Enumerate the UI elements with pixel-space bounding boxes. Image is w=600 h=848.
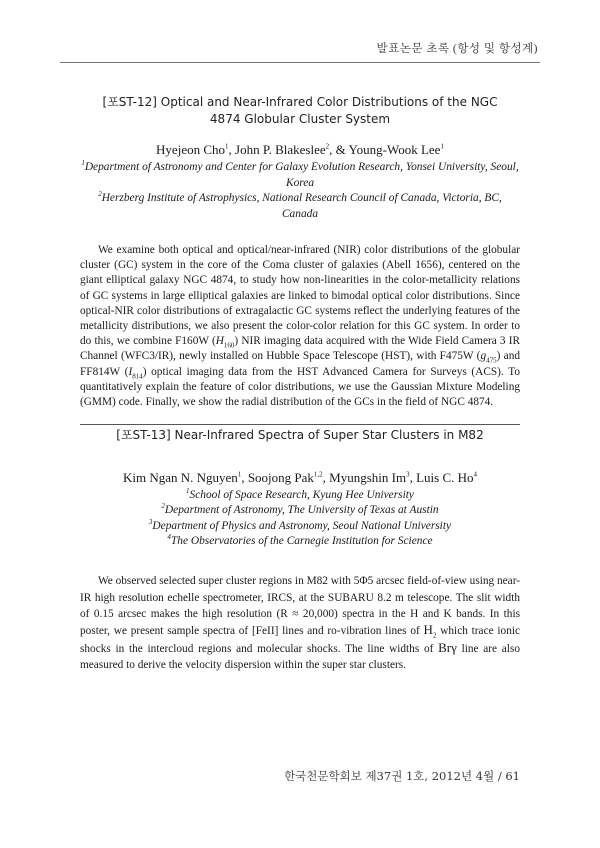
body-part: ) NIR imaging data acquired with the Wide Field Camera 3 IR Channel (WFC3/IR), newly installed on Hubble Space Telescope (HST), with F475W ( <box>80 335 521 363</box>
affiliation-text: Department of Astronomy, The University of Texas at Austin <box>164 504 439 517</box>
author-sep: , <box>322 470 330 485</box>
affiliation-text: The Observatories of the Carnegie Institution for Science <box>170 534 433 547</box>
body-part: line are also measured to derive the velocity dispersion within the super star clusters. <box>80 642 520 672</box>
abstract-body <box>80 573 520 673</box>
affiliation-list <box>80 160 520 222</box>
author-sup: 1 <box>225 142 229 151</box>
affiliation-text: Herzberg Institute of Astrophysics, National Research Council of Canada, Victoria, BC, Canada <box>101 192 502 220</box>
affiliation <box>80 503 520 518</box>
affiliation <box>80 191 520 222</box>
affiliation-sup: 2 <box>98 190 102 199</box>
author: Kim Ngan N. Nguyen <box>122 470 238 485</box>
affiliation-list <box>80 488 520 549</box>
abstract-title <box>80 427 520 444</box>
filter-symbol: I <box>128 365 133 378</box>
page-footer: 한국천문학회보 제37권 1호, 2012년 4월 / 61 <box>284 769 520 783</box>
author: Hyejeon Cho <box>156 142 226 157</box>
affiliation <box>80 534 520 549</box>
author-sep: , & <box>329 142 349 157</box>
affiliation-text: Department of Physics and Astronomy, Seoul National University <box>152 519 452 532</box>
abstract-title <box>80 94 520 128</box>
author-list <box>80 470 520 486</box>
filter-subscript: 475 <box>486 356 497 365</box>
affiliation-sup: 4 <box>167 533 171 542</box>
author: Soojong Pak <box>247 470 314 485</box>
filter-symbol: g <box>480 350 487 363</box>
header-rule <box>60 62 540 63</box>
abstract-st13 <box>80 427 520 674</box>
body-part: ) optical imaging data from the HST Advanced Camera for Surveys (ACS). To quantitatively explain the feature of color distributions, we use the Gaussian Mixture Modeling (GMM) code. Finally, we show the radial distribution of the GCs in the field of NGC 4874. <box>80 365 520 409</box>
filter-subscript: 160 <box>223 341 235 350</box>
author-sup: 1 <box>440 142 444 151</box>
author: Young-Wook Lee <box>348 142 441 157</box>
author-sup: 2 <box>325 142 330 151</box>
affiliation <box>80 160 520 191</box>
affiliation-sup: 3 <box>148 517 153 526</box>
title-line-2: 4874 Globular Cluster System <box>209 112 391 126</box>
line-symbol: Brγ <box>438 639 457 655</box>
author-sup: 1,2 <box>313 470 323 479</box>
affiliation-sup: 1 <box>186 487 190 496</box>
author: John P. Blakeslee <box>235 142 326 157</box>
abstract-code: [포ST-13] <box>116 428 171 442</box>
author: Luis C. Ho <box>416 470 474 485</box>
molecule-symbol: H <box>423 622 433 638</box>
filter-symbol: H <box>215 335 224 348</box>
author-sep: , <box>241 470 248 485</box>
author-sup: 4 <box>473 470 477 479</box>
affiliation-text: Department of Astronomy and Center for Galaxy Evolution Research, Yonsei University, Seoul, Korea <box>84 161 519 189</box>
filter-subscript: 814 <box>132 371 143 380</box>
abstract-st12 <box>80 94 520 410</box>
section-divider <box>80 424 520 425</box>
title-text: Near-Infrared Spectra of Super Star Clusters in M82 <box>174 428 484 442</box>
molecule-subscript: 2 <box>432 631 437 640</box>
author: Myungshin Im <box>329 470 407 485</box>
affiliation-sup: 2 <box>161 502 165 511</box>
body-part: We observed selected super cluster regions in M82 with 5Φ5 arcsec field-of-view using near-IR high resolution echelle spectrometer, IRCS, at the SUBARU 8.2 m telescope. The slit width of 0.15 arcsec makes the high resolution (R ≈ 20,000) spectra in the H and K bands. In this poster, we present sample spectra of [FeII] lines and ro-vibration lines of <box>80 575 520 638</box>
affiliation-text: School of Space Research, Kyung Hee University <box>189 489 414 501</box>
affiliation-sup: 1 <box>81 159 85 168</box>
author-sup: 1 <box>237 470 242 479</box>
author-list <box>80 142 520 158</box>
title-line-1: Optical and Near-Infrared Color Distributions of the NGC <box>160 95 498 109</box>
affiliation <box>80 519 520 534</box>
author-sup: 3 <box>406 470 410 479</box>
body-part: We examine both optical and optical/near-infrared (NIR) color distributions of the globular cluster (GC) system in the core of the Coma cluster of galaxies (Abell 1656), centered on the giant elliptical galaxy NGC 4874, to study how non-linearities in the color-metallicity relations of GC systems in large elliptical galaxies are linked to bimodal optical color distributions. Since optical-NIR color distributions of extragalactic GC systems reflect the underlying features of the metallicity distributions, we also present the color-color relation for this GC system. In order to do this, we combine F160W ( <box>80 244 520 348</box>
running-header: 발표논문 초록 (항성 및 항성계) <box>376 43 538 55</box>
body-part: which trace ionic shocks in the intercloud regions and molecular shocks. The line widths of <box>80 625 520 655</box>
abstract-body <box>80 243 520 410</box>
body-part: ) and FF814W ( <box>80 350 520 378</box>
abstract-code: [포ST-12] <box>102 95 157 109</box>
author-sep: , <box>409 470 417 485</box>
affiliation <box>80 488 520 503</box>
author-sep: , <box>228 142 236 157</box>
